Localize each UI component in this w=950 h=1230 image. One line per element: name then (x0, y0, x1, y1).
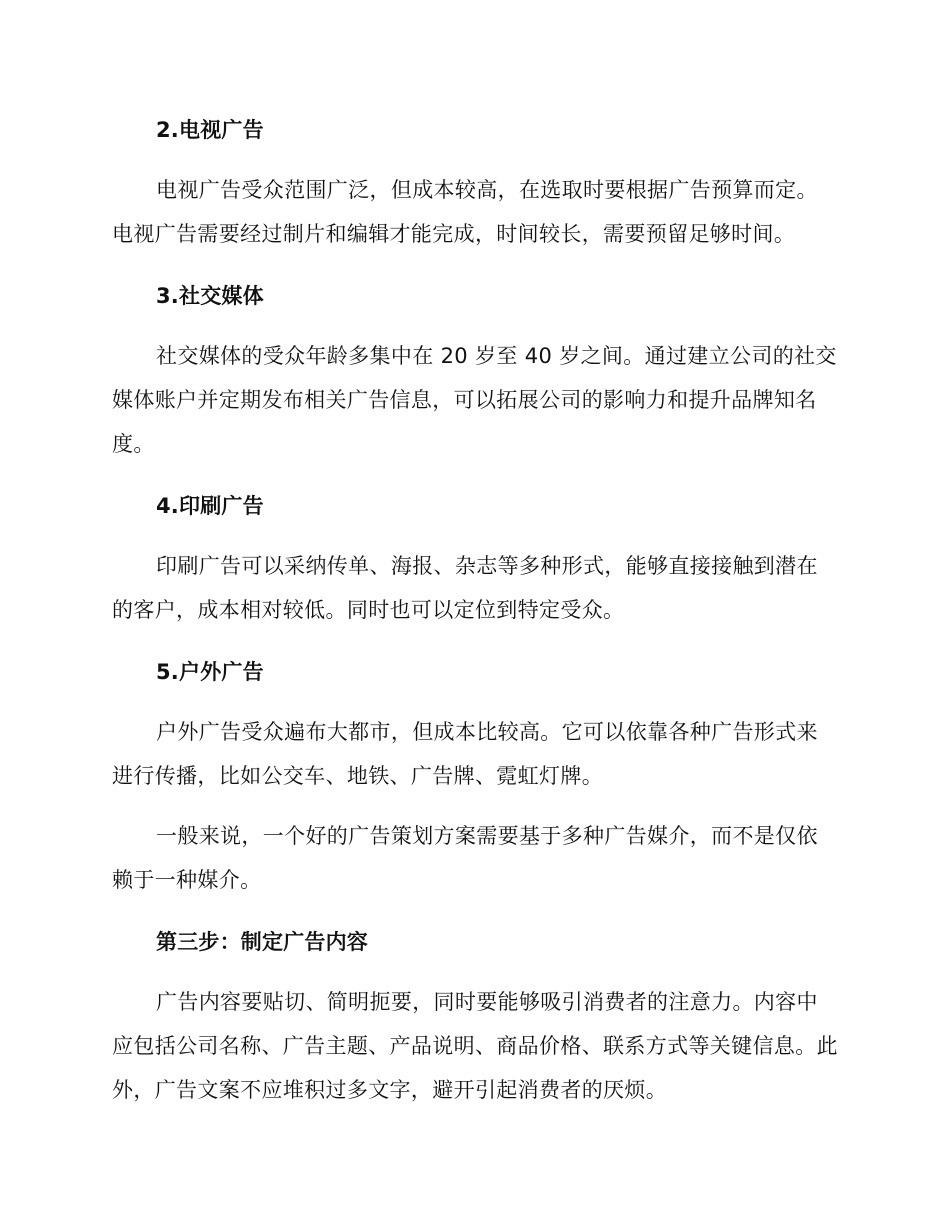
section-paragraph: 社交媒体的受众年龄多集中在 20 岁至 40 岁之间。通过建立公司的社交媒体账户并定期发布相关广告信息，可以拓展公司的影响力和提升品牌知名度。 (112, 344, 837, 456)
section-outdoor-ad (112, 650, 838, 902)
section-heading: 3.社交媒体 (156, 284, 264, 308)
section-paragraph: 印刷广告可以采纳传单、海报、杂志等多种形式，能够直接接触到潜在的客户，成本相对较低。同时也可以定位到特定受众。 (112, 554, 818, 622)
section-heading: 5.户外广告 (156, 660, 264, 684)
section-print-ad (112, 484, 838, 632)
section-paragraph: 广告内容要贴切、简明扼要，同时要能够吸引消费者的注意力。内容中应包括公司名称、广告主题、产品说明、商品价格、联系方式等关键信息。此外，广告文案不应堆积过多文字，避开引起消费者的厌烦。 (112, 990, 838, 1102)
section-heading: 2.电视广告 (156, 118, 264, 142)
section-step-three (112, 920, 838, 1112)
section-paragraph: 一般来说，一个好的广告策划方案需要基于多种广告媒介，而不是仅依赖于一种媒介。 (112, 824, 818, 892)
section-tv-ad (112, 108, 838, 256)
section-paragraph: 户外广告受众遍布大都市，但成本比较高。它可以依靠各种广告形式来进行传播，比如公交车、地铁、广告牌、霓虹灯牌。 (112, 720, 818, 788)
section-heading: 4.印刷广告 (156, 494, 264, 518)
section-heading: 第三步：制定广告内容 (156, 930, 368, 954)
section-social-media (112, 274, 838, 466)
section-paragraph: 电视广告受众范围广泛，但成本较高，在选取时要根据广告预算而定。电视广告需要经过制片和编辑才能完成，时间较长，需要预留足够时间。 (112, 178, 818, 246)
